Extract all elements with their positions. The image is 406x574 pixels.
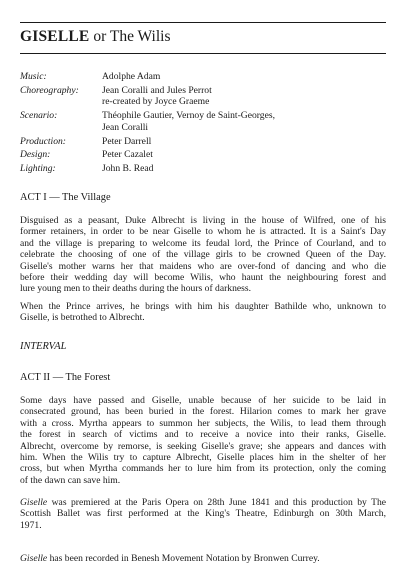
text-line: and the village is preparing to welcome its feudal lord, the Prince of Courland, and to [20, 237, 386, 249]
text-line: consecrated ground, has been buried in the forest. Hilarion comes to mark her grave [20, 406, 386, 418]
credit-names [102, 85, 386, 108]
text-line: lure young men to their deaths during the hours of darkness. [20, 283, 251, 295]
credit-names [102, 149, 386, 161]
credits-list [20, 71, 386, 177]
title-rule [20, 53, 386, 54]
credit-name-line: Jean Coralli [102, 121, 149, 133]
text-line: him. When the Wilis try to capture Albrecht, Giselle places him in the shelter of her [20, 452, 386, 464]
act1-section [20, 192, 386, 204]
text-line: Disguised as a peasant, Duke Albrecht is living in the house of Wilfred, one of his [20, 215, 386, 226]
act1-paragraph-2 [20, 301, 386, 324]
credit-name-line: re-created by Joyce Graeme [102, 96, 210, 108]
text-line: cross, but when Myrtha commands her to lure him from its protection, only the coming [20, 463, 386, 475]
credit-row [20, 149, 386, 161]
text-line: When the Prince arrives, he brings with him his daughter Bathilde who, unknown to [20, 301, 386, 312]
credit-role: Music: [20, 71, 47, 82]
interval-section [20, 341, 386, 353]
credit-name-line: Théophile Gautier, Vernoy de Saint-Georges, [102, 110, 275, 122]
programme-page [20, 0, 386, 574]
credit-role: Design: [20, 149, 51, 161]
credit-row [20, 110, 386, 133]
top-rule [20, 22, 386, 23]
text-line: former retainers, in order to be near Giselle to whom he is attracted. It is a Saint's Day [20, 226, 386, 238]
text-line: the forest in search of victims and to receive a novice into their ranks, Giselle. [20, 429, 386, 441]
interval-label: INTERVAL [20, 341, 67, 352]
act1-heading: ACT I — The Village [20, 192, 111, 203]
notation-text: has been recorded in Benesh Movement Notation by Bronwen Currey. [47, 553, 320, 564]
credit-row [20, 85, 386, 108]
premiere-title: Giselle [20, 497, 48, 508]
credit-names [102, 110, 386, 133]
notation-paragraph [20, 553, 386, 564]
title-sub: or The Wilis [89, 28, 171, 45]
credit-name-line: Adolphe Adam [102, 71, 161, 82]
credit-name-line: John B. Read [102, 163, 154, 175]
text-line: Giselle's mother warns her that maidens who are over-fond of dancing and who die [20, 260, 386, 272]
page-title [20, 27, 386, 47]
text-line: celebrate the choosing of one of the village girls to be crowned Queen of the Day. [20, 249, 386, 261]
credit-names [102, 136, 386, 148]
credit-row [20, 71, 386, 83]
credit-name-line: Jean Coralli and Jules Perrot [102, 84, 212, 96]
credit-row [20, 136, 386, 148]
text-line: Albrecht, overcome by remorse, is seeking Giselle's grave; she appears and dances with [20, 440, 386, 452]
text-line: Scottish Ballet was first performed at the King's Theatre, Edinburgh on 30th March, [20, 508, 386, 520]
text-line: Giselle, is betrothed to Albrecht. [20, 312, 145, 324]
text-line-rest: was premiered at the Paris Opera on 28th June 1841 and this production by The [47, 497, 386, 508]
act2-section [20, 372, 386, 384]
text-line: 1971. [20, 519, 42, 531]
credit-role: Scenario: [20, 110, 58, 122]
credit-names [102, 71, 386, 83]
text-line: before their wedding day will become Wilis, who haunt the neighbouring forest and [20, 272, 386, 284]
text-line: with a cross. Myrtha appears to summon her subjects, the Wilis, to lead them through [20, 417, 386, 429]
text-line: Some days have passed and Giselle, unable because of her suicide to be laid in [20, 395, 386, 406]
credit-name-line: Peter Darrell [102, 135, 152, 147]
title-main: GISELLE [20, 28, 90, 45]
act2-paragraph-1 [20, 395, 386, 486]
text-line [20, 497, 386, 508]
act2-heading: ACT II — The Forest [20, 372, 111, 383]
credit-name-line: Peter Cazalet [102, 149, 153, 161]
premiere-paragraph [20, 497, 386, 531]
credit-role: Production: [20, 135, 67, 147]
credit-role: Choreography: [20, 84, 79, 96]
credit-names [102, 163, 386, 175]
notation-title: Giselle [20, 553, 48, 564]
credit-row [20, 163, 386, 175]
credit-role: Lighting: [20, 163, 56, 175]
text-line: of the dawn can save him. [20, 474, 121, 486]
act1-paragraph-1 [20, 215, 386, 295]
